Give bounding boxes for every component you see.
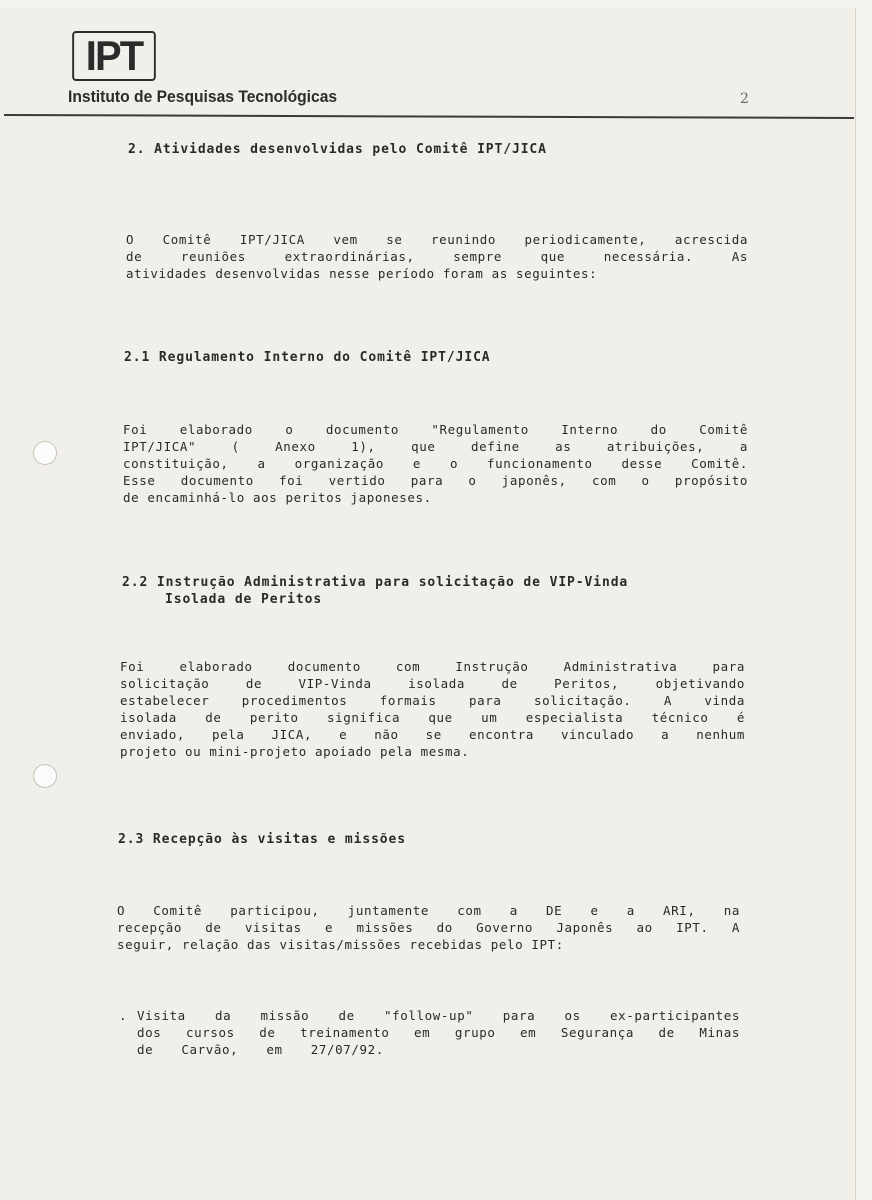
bullet-line: dos cursos de treinamento em grupo em Segurança de Minas: [137, 1025, 740, 1040]
paragraph-line: O Comitê IPT/JICA vem se reunindo periodicamente, acrescida: [126, 232, 748, 247]
section-2-2-title: 2.2 Instrução Administrativa para solicitação de VIP-Vinda: [122, 575, 629, 590]
paragraph-line: de encaminhá-lo aos peritos japoneses.: [123, 490, 432, 505]
paragraph-line: projeto ou mini-projeto apoiado pela mesma.: [120, 744, 470, 759]
paragraph-line: IPT/JICA" ( Anexo 1), que define as atribuições, a: [123, 439, 748, 454]
bullet-line: de Carvão, em 27/07/92.: [137, 1042, 384, 1057]
paragraph-line: atividades desenvolvidas nesse período foram as seguintes:: [126, 266, 598, 281]
paragraph-line: Esse documento foi vertido para o japonês, com o propósito: [123, 473, 748, 488]
section-2-1-title: 2.1 Regulamento Interno do Comitê IPT/JICA: [124, 350, 491, 365]
section-2-3-title: 2.3 Recepção às visitas e missões: [118, 832, 406, 847]
paragraph-line: de reuniões extraordinárias, sempre que necessária. As: [126, 249, 748, 264]
institute-name: Instituto de Pesquisas Tecnológicas: [68, 87, 338, 106]
paragraph-line: solicitação de VIP-Vinda isolada de Peritos, objetivando: [120, 676, 745, 691]
paragraph-line: Foi elaborado o documento "Regulamento Interno do Comitê: [123, 422, 748, 437]
paragraph-line: isolada de perito significa que um especialista técnico é: [120, 710, 745, 725]
paragraph-line: Foi elaborado documento com Instrução Administrativa para: [120, 659, 745, 674]
bullet-marker: .: [119, 1008, 128, 1023]
section-2-2-title-cont: Isolada de Peritos: [165, 592, 323, 607]
punch-hole: [33, 441, 57, 465]
section-2-title: 2. Atividades desenvolvidas pelo Comitê IPT/JICA: [128, 142, 547, 157]
bullet-line: Visita da missão de "follow-up" para os ex-participantes: [137, 1008, 740, 1023]
page-number: 2: [740, 91, 749, 107]
paragraph-line: constituição, a organização e o funcionamento desse Comitê.: [123, 456, 748, 471]
paragraph-line: estabelecer procedimentos formais para solicitação. A vinda: [120, 693, 745, 708]
ipt-logo: IPT: [72, 31, 156, 81]
paragraph-line: seguir, relação das visitas/missões recebidas pelo IPT:: [117, 937, 564, 952]
punch-hole: [33, 764, 57, 788]
paragraph-line: enviado, pela JICA, e não se encontra vinculado a nenhum: [120, 727, 745, 742]
paragraph-line: recepção de visitas e missões do Governo Japonês ao IPT. A: [117, 920, 740, 935]
paragraph-line: O Comitê participou, juntamente com a DE e a ARI, na: [117, 903, 740, 918]
